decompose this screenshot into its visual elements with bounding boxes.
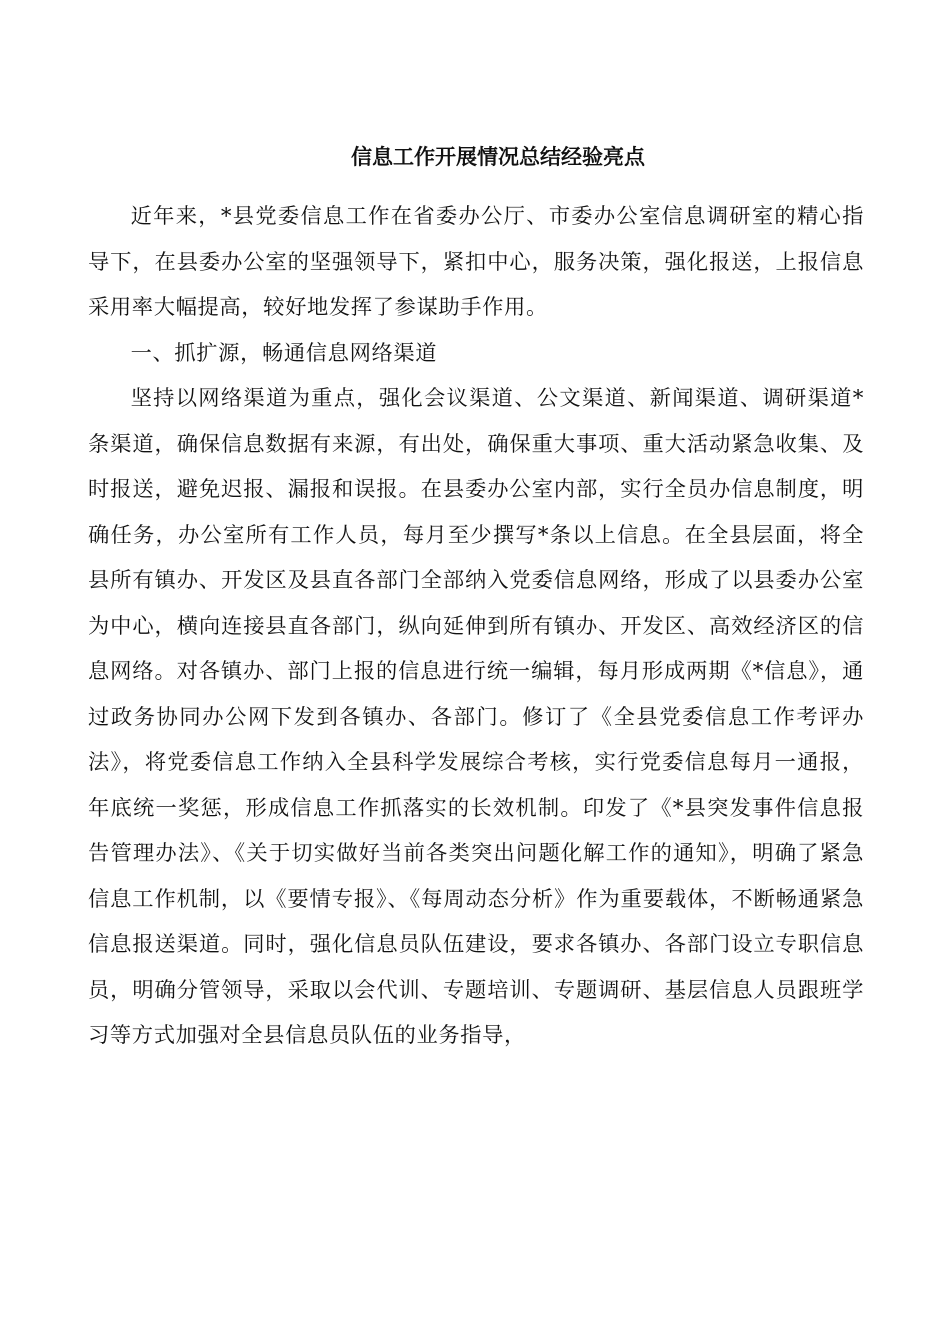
document-body [88,194,864,1059]
section-heading-1: 一、抓扩源，畅通信息网络渠道 [130,340,438,366]
paragraph-intro: 近年来，*县党委信息工作在省委办公厅、市委办公室信息调研室的精心指导下，在县委办公室的坚强领导下，紧扣中心，服务决策，强化报送，上报信息采用率大幅提高，较好地发挥了参谋助手作用。 [88,204,864,320]
document-title: 信息工作开展情况总结经验亮点 [351,144,645,169]
paragraph-section-1: 坚持以网络渠道为重点，强化会议渠道、公文渠道、新闻渠道、调研渠道*条渠道，确保信息数据有来源，有出处，确保重大事项、重大活动紧急收集、及时报送，避免迟报、漏报和误报。在县委办公室内部，实行全员办信息制度，明确任务，办公室所有工作人员，每月至少撰写*条以上信息。在全县层面，将全县所有镇办、开发区及县直各部门全部纳入党委信息网络，形成了以县委办公室为中心，横向连接县直各部门，纵向延伸到所有镇办、开发区、高效经济区的信息网络。对各镇办、部门上报的信息进行统一编辑，每月形成两期《*信息》，通过政务协同办公网下发到各镇办、各部门。修订了《全县党委信息工作考评办法》，将党委信息工作纳入全县科学发展综合考核，实行党委信息每月一通报，年底统一奖惩，形成信息工作抓落实的长效机制。印发了《*县突发事件信息报告管理办法》、《关于切实做好当前各类突出问题化解工作的通知》，明确了紧急信息工作机制，以《要情专报》、《每周动态分析》作为重要载体，不断畅通紧急信息报送渠道。同时，强化信息员队伍建设，要求各镇办、各部门设立专职信息员，明确分管领导，采取以会代训、专题培训、专题调研、基层信息人员跟班学习等方式加强对全县信息员队伍的业务指导， [88,386,864,1048]
